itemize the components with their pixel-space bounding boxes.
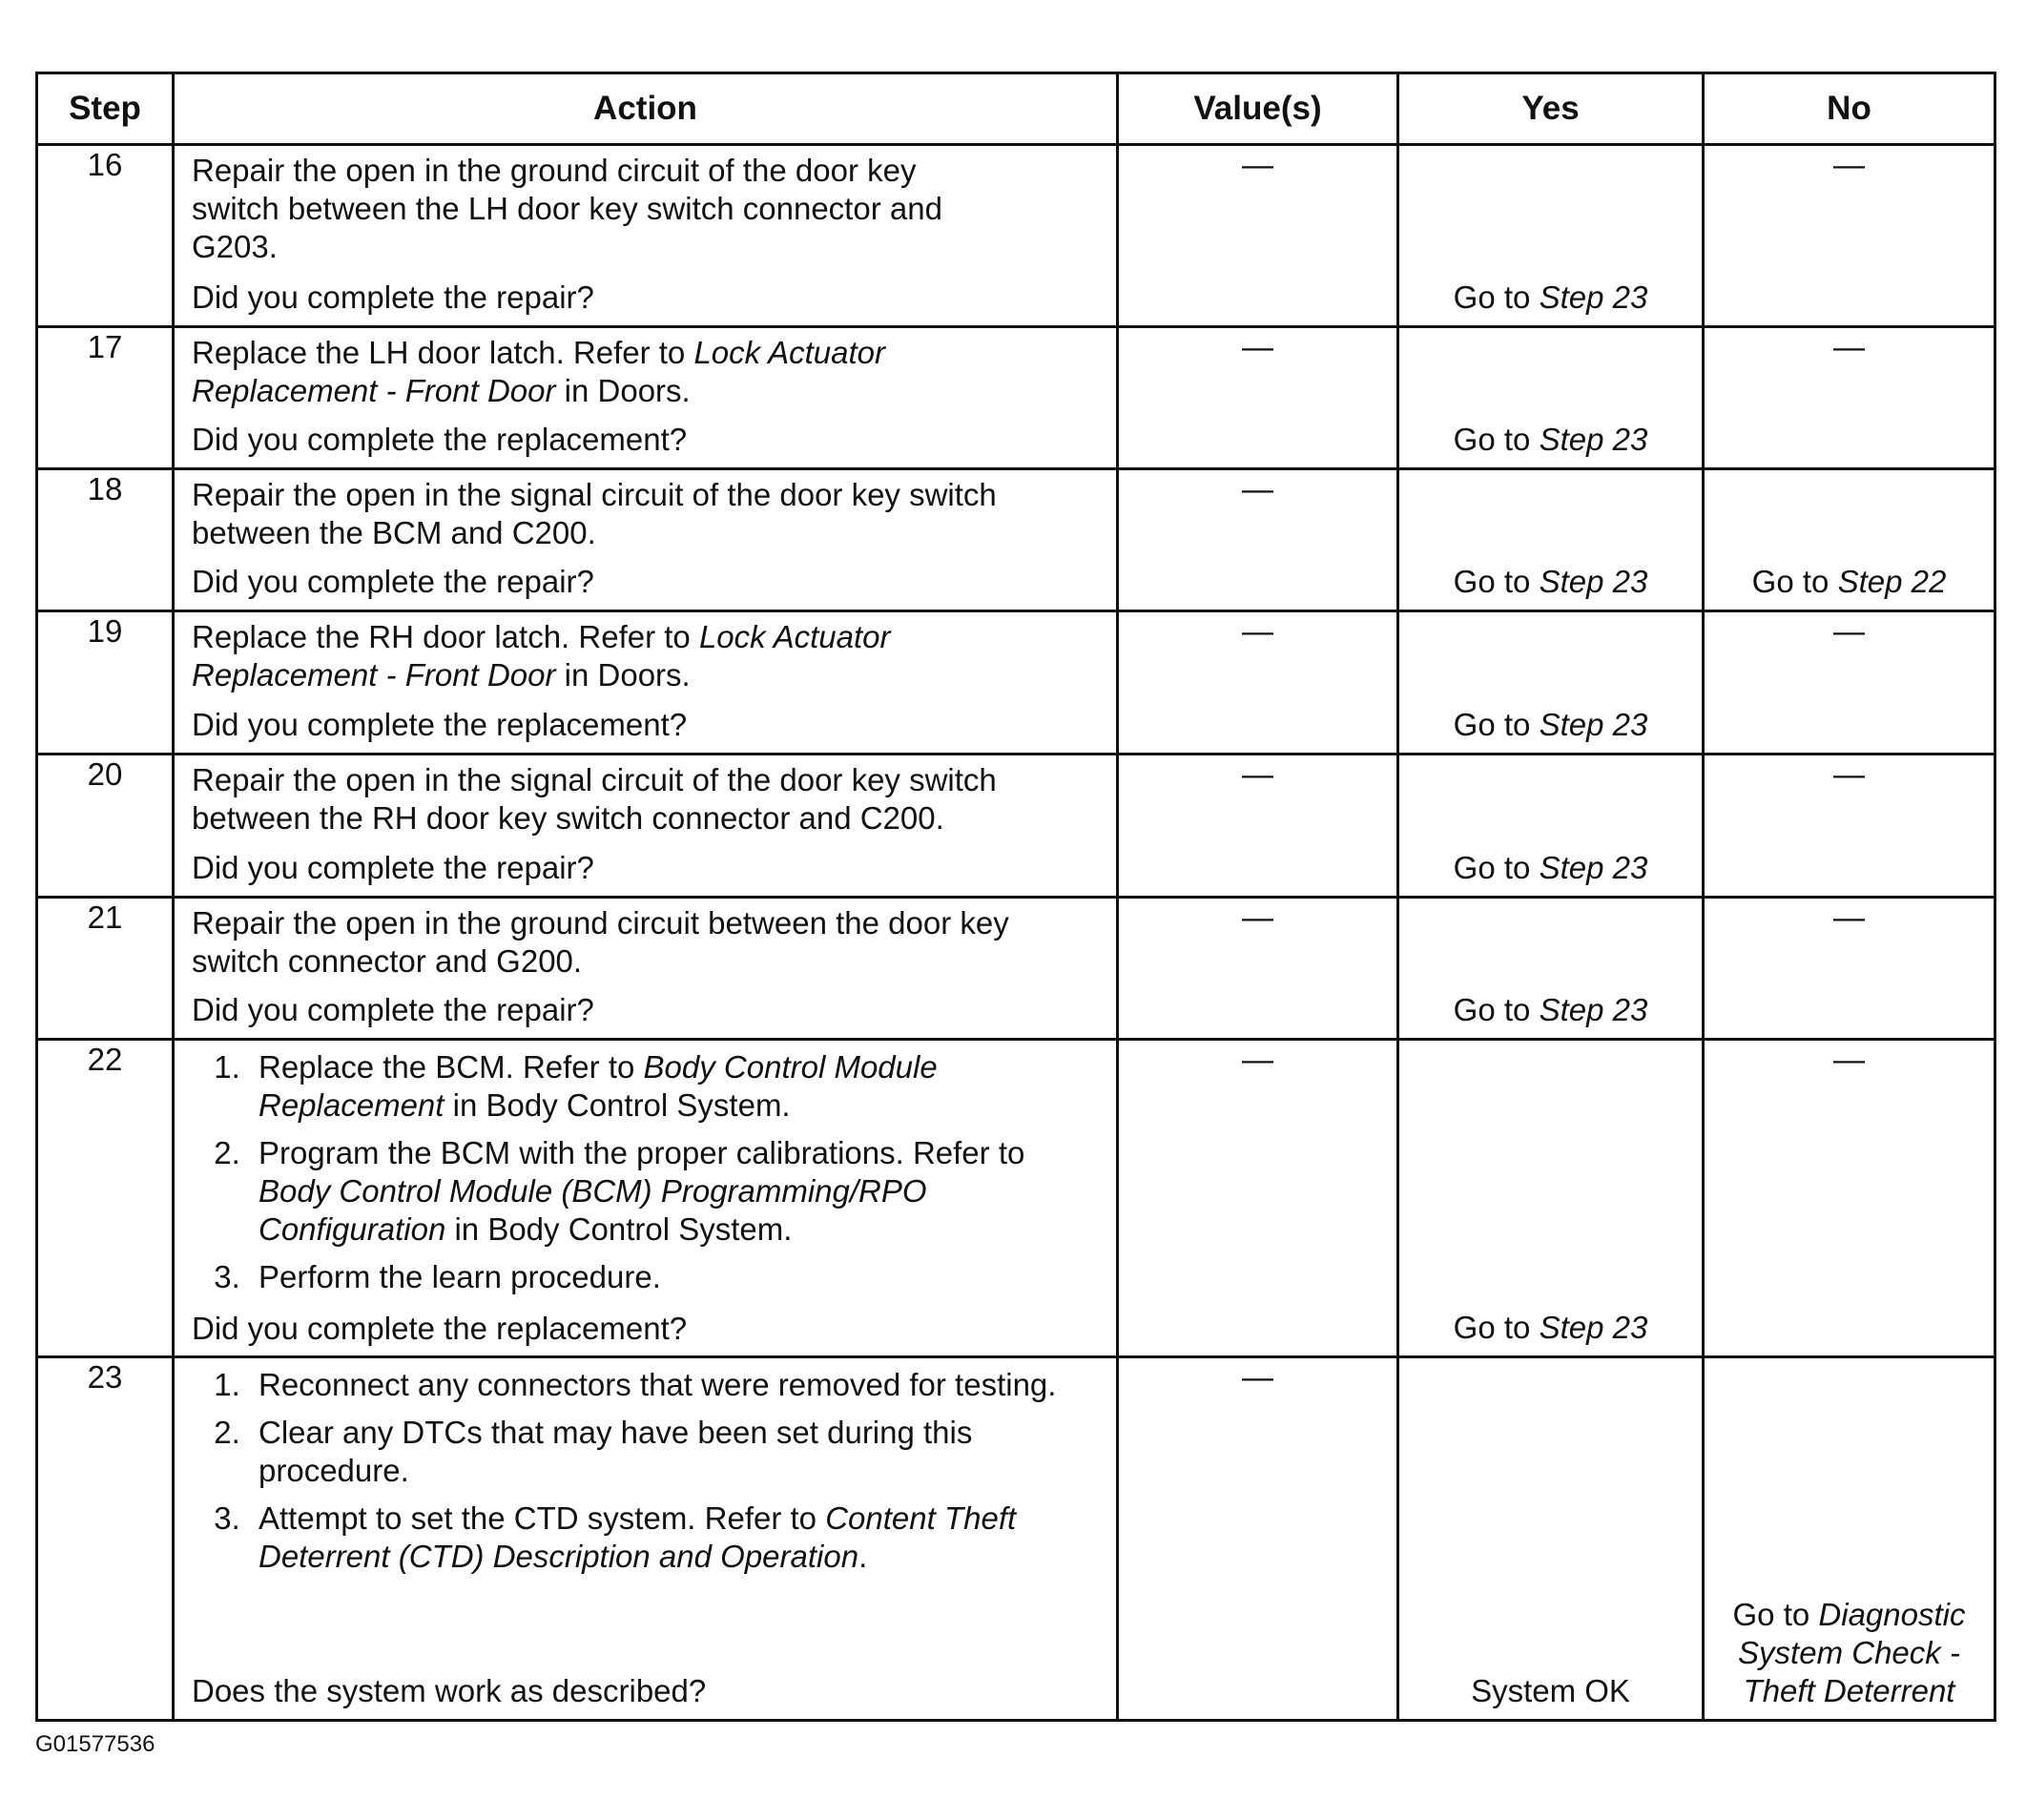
value-cell: — xyxy=(1118,1040,1398,1357)
action-text xyxy=(192,334,983,410)
yes-cell xyxy=(1398,1040,1704,1357)
yes-step-link: Step 23 xyxy=(1539,707,1648,742)
action-question: Did you complete the replacement? xyxy=(192,422,688,457)
header-values: Value(s) xyxy=(1118,73,1398,145)
action-steps-list xyxy=(192,1366,1088,1585)
list-item xyxy=(249,1258,1088,1296)
item-text: Clear any DTCs that may have been set during this procedure. xyxy=(258,1415,973,1488)
yes-cell xyxy=(1398,1357,1704,1721)
item-text-end: in Body Control System. xyxy=(445,1211,793,1247)
no-goto: Go to xyxy=(1751,564,1838,599)
diagnostic-table xyxy=(35,72,1996,1722)
header-step: Step xyxy=(37,73,174,145)
no-cell: — xyxy=(1704,611,1995,755)
yes-cell xyxy=(1398,898,1704,1040)
yes-cell xyxy=(1398,145,1704,327)
table-row-19 xyxy=(37,611,1995,755)
item-text-end: in Body Control System. xyxy=(444,1087,791,1123)
list-item xyxy=(249,1134,1088,1249)
yes-cell xyxy=(1398,469,1704,611)
action-question: Did you complete the repair? xyxy=(192,850,594,885)
yes-goto: Go to xyxy=(1453,422,1540,457)
action-text-c: in Doors. xyxy=(555,657,691,693)
yes-goto: Go to xyxy=(1453,279,1540,315)
figure-id: G01577536 xyxy=(35,1731,155,1757)
item-text-end: . xyxy=(858,1539,868,1574)
no-cell: — xyxy=(1704,755,1995,898)
action-cell xyxy=(174,469,1118,611)
yes-step-link: Step 23 xyxy=(1539,1310,1648,1345)
list-item xyxy=(249,1366,1088,1404)
item-reference: Body Control Module (BCM) Programming/RPO Configuration xyxy=(258,1173,927,1247)
step-number: 18 xyxy=(37,469,174,611)
no-cell: — xyxy=(1704,145,1995,327)
item-text: Program the BCM with the proper calibrations. Refer to xyxy=(258,1135,1025,1170)
header-row xyxy=(37,73,1995,145)
action-text xyxy=(192,618,983,694)
action-question: Did you complete the repair? xyxy=(192,564,594,599)
no-cell: — xyxy=(1704,327,1995,469)
action-text-c: in Doors. xyxy=(555,373,691,408)
yes-step-link: Step 23 xyxy=(1539,564,1648,599)
table-row-17 xyxy=(37,327,1995,469)
yes-goto: Go to xyxy=(1453,992,1540,1027)
table-row-21 xyxy=(37,898,1995,1040)
item-reference: Body Control Module Replacement xyxy=(258,1049,938,1123)
action-cell xyxy=(174,611,1118,755)
action-text: Repair the open in the ground circuit between the door key switch connector and G200. xyxy=(192,905,1009,979)
no-goto: Go to xyxy=(1732,1597,1819,1632)
action-text-a: Replace the LH door latch. Refer to xyxy=(192,335,694,370)
no-step-link: Step 22 xyxy=(1837,564,1947,599)
item-text: Reconnect any connectors that were removed for testing. xyxy=(258,1367,1057,1402)
value-cell: — xyxy=(1118,145,1398,327)
action-cell xyxy=(174,327,1118,469)
step-number: 23 xyxy=(37,1357,174,1721)
table-row-16 xyxy=(37,145,1995,327)
header-no: No xyxy=(1704,73,1995,145)
action-text: Repair the open in the signal circuit of the door key switch between the RH door key switch connector and C200. xyxy=(192,762,997,836)
header-action: Action xyxy=(174,73,1118,145)
value-cell: — xyxy=(1118,755,1398,898)
action-cell xyxy=(174,1040,1118,1357)
step-number: 16 xyxy=(37,145,174,327)
action-cell xyxy=(174,145,1118,327)
yes-cell xyxy=(1398,755,1704,898)
step-number: 21 xyxy=(37,898,174,1040)
action-question: Does the system work as described? xyxy=(192,1673,707,1708)
yes-goto: Go to xyxy=(1453,850,1540,885)
header-yes: Yes xyxy=(1398,73,1704,145)
action-question: Did you complete the replacement? xyxy=(192,1311,688,1346)
item-text: Replace the BCM. Refer to xyxy=(258,1049,644,1085)
no-cell: — xyxy=(1704,898,1995,1040)
table-row-22 xyxy=(37,1040,1995,1357)
action-cell xyxy=(174,1357,1118,1721)
yes-step-link: Step 23 xyxy=(1539,992,1648,1027)
table-row-23 xyxy=(37,1357,1995,1721)
action-reference: Lock Actuator Replacement - Front Door xyxy=(192,619,891,693)
value-cell: — xyxy=(1118,611,1398,755)
yes-goto: Go to xyxy=(1453,564,1540,599)
action-question: Did you complete the repair? xyxy=(192,992,594,1027)
yes-goto: Go to xyxy=(1453,707,1540,742)
action-reference: Lock Actuator Replacement - Front Door xyxy=(192,335,885,408)
yes-cell xyxy=(1398,611,1704,755)
yes-step-link: Step 23 xyxy=(1539,422,1648,457)
value-cell: — xyxy=(1118,469,1398,611)
no-cell xyxy=(1704,469,1995,611)
action-steps-list xyxy=(192,1048,1088,1306)
value-cell: — xyxy=(1118,327,1398,469)
no-cell xyxy=(1704,1357,1995,1721)
action-cell xyxy=(174,755,1118,898)
yes-goto: Go to xyxy=(1453,1310,1540,1345)
step-number: 20 xyxy=(37,755,174,898)
action-question: Did you complete the repair? xyxy=(192,279,594,315)
step-number: 17 xyxy=(37,327,174,469)
list-item xyxy=(249,1048,1088,1125)
item-text: Attempt to set the CTD system. Refer to xyxy=(258,1500,826,1536)
value-cell: — xyxy=(1118,898,1398,1040)
step-number: 22 xyxy=(37,1040,174,1357)
yes-step-link: Step 23 xyxy=(1539,850,1648,885)
step-number: 19 xyxy=(37,611,174,755)
table-row-20 xyxy=(37,755,1995,898)
no-cell: — xyxy=(1704,1040,1995,1357)
list-item xyxy=(249,1414,1088,1490)
table-row-18 xyxy=(37,469,1995,611)
action-text: Repair the open in the signal circuit of the door key switch between the BCM and C200. xyxy=(192,477,997,550)
item-reference: Content Theft Deterrent (CTD) Description and Operation xyxy=(258,1500,1017,1574)
yes-result: System OK xyxy=(1471,1673,1630,1708)
value-cell: — xyxy=(1118,1357,1398,1721)
yes-cell xyxy=(1398,327,1704,469)
yes-step-link: Step 23 xyxy=(1539,279,1648,315)
action-text: Repair the open in the ground circuit of the door key switch between the LH door key switch connector and G203. xyxy=(192,153,942,264)
action-cell xyxy=(174,898,1118,1040)
item-text: Perform the learn procedure. xyxy=(258,1259,661,1294)
action-question: Did you complete the replacement? xyxy=(192,707,688,742)
action-text-a: Replace the RH door latch. Refer to xyxy=(192,619,699,654)
list-item xyxy=(249,1499,1088,1576)
no-step-link: Diagnostic System Check - Theft Deterrent xyxy=(1738,1597,1966,1708)
